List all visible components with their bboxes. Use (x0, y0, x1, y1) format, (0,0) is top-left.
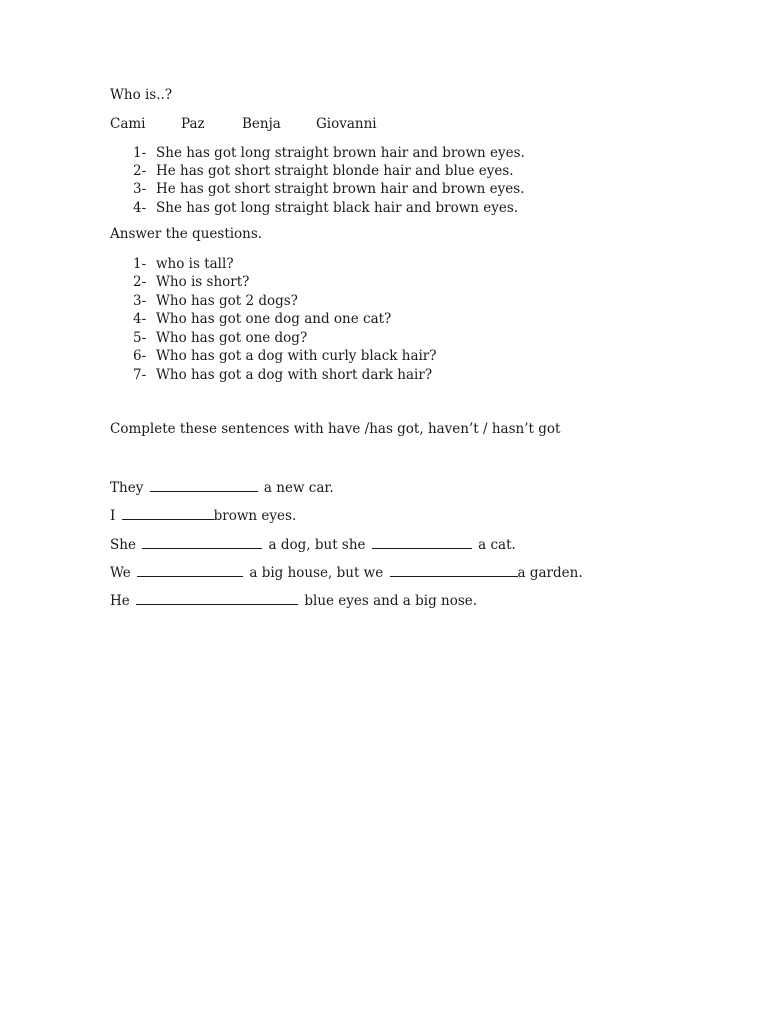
sentence-text: We (110, 565, 131, 581)
name-benja: Benja (242, 116, 281, 132)
list-item (0, 311, 768, 327)
fill-blank[interactable] (390, 564, 518, 577)
sentence-text: a big house, but we (249, 565, 384, 581)
question-text: Who has got a dog with curly black hair? (156, 348, 437, 364)
question-text: who is tall? (156, 256, 234, 272)
sentence-text: blue eyes and a big nose. (304, 593, 478, 609)
sentence-text: a dog, but she (268, 537, 366, 553)
complete-heading: Complete these sentences with have /has got, haven’t / hasn’t got (110, 421, 561, 437)
question-text: Who has got a dog with short dark hair? (156, 367, 433, 383)
list-number: 2- (133, 163, 147, 179)
list-number: 2- (133, 274, 147, 290)
list-item (0, 293, 768, 309)
description-text: He has got short straight brown hair and brown eyes. (156, 181, 525, 197)
sentence-3 (110, 536, 516, 553)
fill-blank[interactable] (150, 479, 258, 492)
list-item (0, 274, 768, 290)
description-text: She has got long straight black hair and brown eyes. (156, 200, 519, 216)
list-number: 4- (133, 311, 147, 327)
sentence-5 (110, 592, 477, 609)
question-text: Who is short? (156, 274, 250, 290)
sentence-text: a garden. (517, 565, 583, 581)
description-text: She has got long straight brown hair and brown eyes. (156, 145, 525, 161)
list-number: 1- (133, 256, 147, 272)
sentence-text: a cat. (478, 537, 516, 553)
description-text: He has got short straight blonde hair and blue eyes. (156, 163, 514, 179)
names-row (110, 116, 510, 132)
question-text: Who has got one dog and one cat? (156, 311, 392, 327)
sentence-1 (110, 479, 334, 496)
sentence-text: He (110, 593, 130, 609)
sentence-2 (110, 507, 296, 524)
list-item (0, 145, 768, 161)
list-number: 4- (133, 200, 147, 216)
name-giovanni: Giovanni (316, 116, 377, 132)
sentence-text: a new car. (263, 480, 334, 496)
list-item (0, 181, 768, 197)
sentence-text: brown eyes. (213, 508, 297, 524)
question-text: Who has got one dog? (156, 330, 308, 346)
question-text: Who has got 2 dogs? (156, 293, 298, 309)
fill-blank[interactable] (122, 507, 214, 520)
fill-blank[interactable] (142, 536, 262, 549)
answer-heading: Answer the questions. (110, 226, 263, 242)
fill-blank[interactable] (372, 536, 472, 549)
list-item (0, 200, 768, 216)
list-item (0, 367, 768, 383)
name-paz: Paz (181, 116, 205, 132)
sentence-4 (110, 564, 583, 581)
list-item (0, 256, 768, 272)
sentence-text: They (110, 480, 144, 496)
fill-blank[interactable] (136, 592, 298, 605)
who-is-heading: Who is..? (110, 87, 173, 103)
list-item (0, 330, 768, 346)
list-number: 5- (133, 330, 147, 346)
name-cami: Cami (110, 116, 146, 132)
list-number: 6- (133, 348, 147, 364)
list-number: 7- (133, 367, 147, 383)
list-item (0, 348, 768, 364)
list-number: 1- (133, 145, 147, 161)
list-number: 3- (133, 293, 147, 309)
list-item (0, 163, 768, 179)
fill-blank[interactable] (137, 564, 243, 577)
list-number: 3- (133, 181, 147, 197)
sentence-text: She (110, 537, 136, 553)
sentence-text: I (110, 508, 116, 524)
